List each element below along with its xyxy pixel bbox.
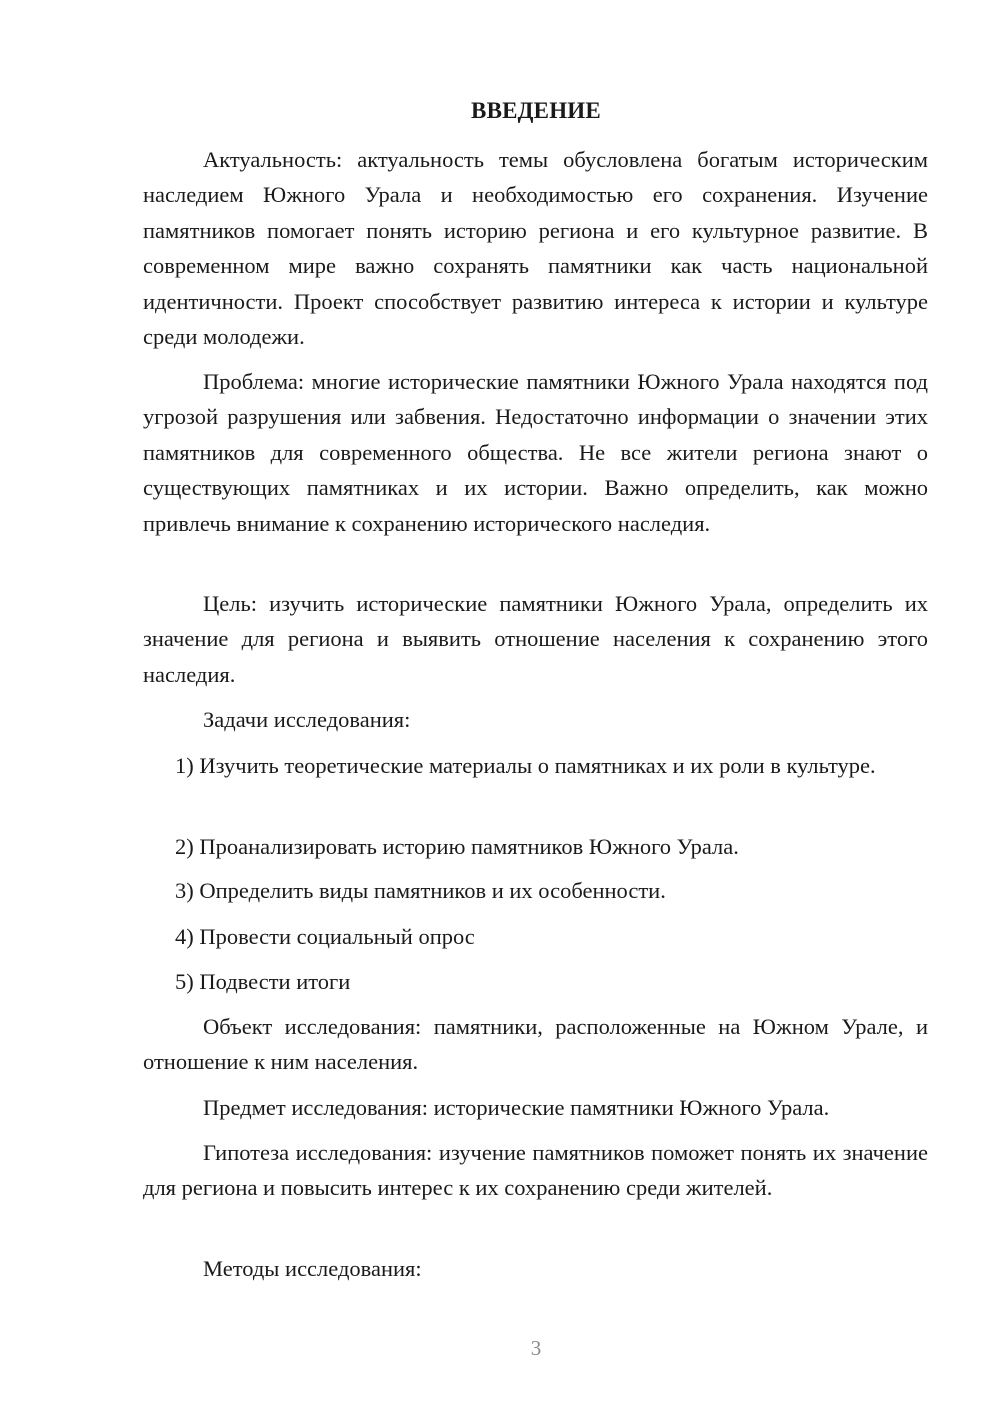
list-item: 1) Изучить теоретические материалы о памятниках и их роли в культуре. [175,753,876,778]
list-item: 2) Проанализировать историю памятников Южного Урала. [175,834,739,859]
list-item: 4) Провести социальный опрос [175,924,475,949]
list-item: 3) Определить виды памятников и их особенности. [175,878,666,903]
paragraph-hypothesis: Гипотеза исследования: изучение памятников поможет понять их значение для региона и повысить интерес к их сохранению среди жителей. [143,1140,928,1201]
paragraph-goal: Цель: изучить исторические памятники Южного Урала, определить их значение для региона и выявить отношение населения к сохранению этого наследия. [143,591,928,687]
paragraph-methods: Методы исследования: [203,1256,422,1281]
list-item: 5) Подвести итоги [175,969,351,994]
paragraph-tasks-heading: Задачи исследования: [203,707,411,732]
paragraph-subject: Предмет исследования: исторические памятники Южного Урала. [203,1095,830,1120]
page-title: ВВЕДЕНИЕ [471,98,601,123]
page-number: 3 [530,1336,542,1360]
paragraph-object: Объект исследования: памятники, расположенные на Южном Урале, и отношение к ним населения. [143,1014,928,1075]
paragraph-problem: Проблема: многие исторические памятники Южного Урала находятся под угрозой разрушения или забвения. Недостаточно информации о значении этих памятников для современного общества. Не все жители региона знают о существующих памятниках и их истории. Важно определить, как можно привлечь внимание к сохранению исторического наследия. [143,369,928,536]
paragraph-relevance: Актуальность: актуальность темы обусловлена богатым историческим наследием Южного Урала и необходимостью его сохранения. Изучение памятников помогает понять историю региона и его культурное развитие. В современном мире важно сохранять памятники как часть национальной идентичности. Проект способствует развитию интереса к истории и культуре среди молодежи. [143,147,928,350]
